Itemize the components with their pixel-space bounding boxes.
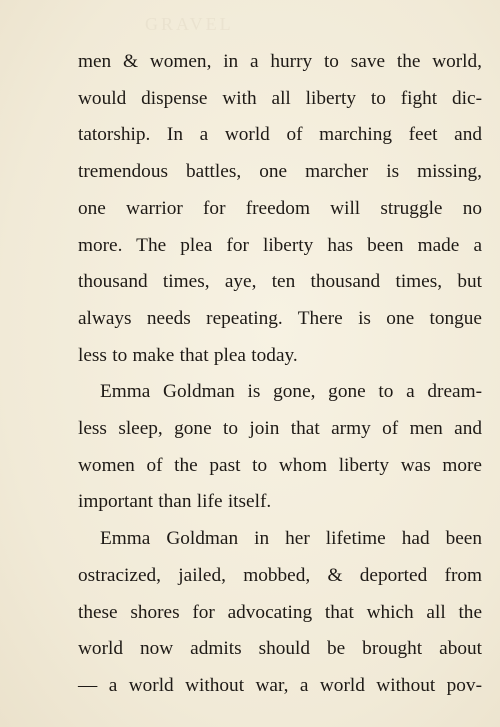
text-line: Emma Goldman in her lifetime had been (100, 528, 482, 550)
text-line: these shores for advocating that which all the (78, 601, 482, 623)
text-line: men & women, in a hurry to save the world, (78, 51, 482, 72)
text-line: more. The plea for liberty has been made a (78, 234, 482, 256)
text-line: would dispense with all liberty to fight dic- (78, 87, 482, 109)
text-line: tremendous battles, one marcher is missing, (78, 161, 482, 183)
text-line: ostracized, jailed, mobbed, & deported from (78, 564, 482, 586)
text-line: one warrior for freedom will struggle no (78, 197, 482, 219)
text-line: Emma Goldman is gone, gone to a dream- (100, 381, 482, 403)
text-line: tatorship. In a world of marching feet and (78, 124, 482, 146)
text-line: thousand times, aye, ten thousand times, but (78, 271, 482, 293)
text-line: important than life itself. (78, 491, 272, 513)
text-line: women of the past to whom liberty was more (78, 454, 482, 476)
text-line: — a world without war, a world without pov- (78, 674, 482, 696)
text-line: world now admits should be brought about (78, 638, 482, 660)
text-line: always needs repeating. There is one tongue (78, 307, 482, 329)
text-line: less to make that plea today. (78, 344, 298, 366)
running-head: GRAVEL (145, 14, 234, 34)
text-line: less sleep, gone to join that army of men and (78, 418, 482, 439)
